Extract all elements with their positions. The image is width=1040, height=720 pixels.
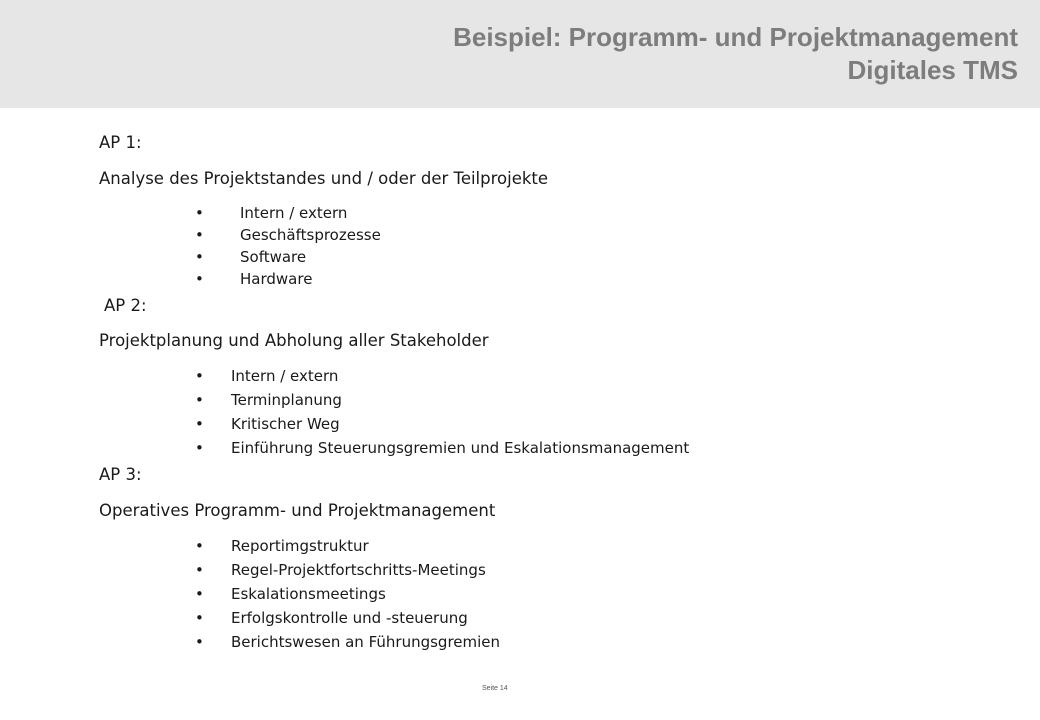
bullet-icon: • <box>195 609 204 627</box>
header-band <box>0 0 1040 108</box>
bullet-icon: • <box>195 633 204 651</box>
section-label-ap3: AP 3: <box>99 465 142 484</box>
bullet-icon: • <box>195 270 204 288</box>
bullet-icon: • <box>195 439 204 457</box>
bullet-icon: • <box>195 415 204 433</box>
bullet-icon: • <box>195 537 204 555</box>
slide-title: Beispiel: Programm- und Projektmanagement <box>453 22 1018 52</box>
slide-subtitle: Digitales TMS <box>847 55 1018 85</box>
bullet-icon: • <box>195 585 204 603</box>
page-number: Seite 14 <box>482 685 508 692</box>
bullet-icon: • <box>195 204 204 222</box>
bullet-icon: • <box>195 391 204 409</box>
section-label-ap2: AP 2: <box>104 296 147 315</box>
section-heading-ap3: Operatives Programm- und Projektmanagement <box>99 501 496 520</box>
bullet-icon: • <box>195 226 204 244</box>
bullet-icon: • <box>195 561 204 579</box>
bullet-icon: • <box>195 367 204 385</box>
section-heading-ap2: Projektplanung und Abholung aller Stakeholder <box>99 331 489 350</box>
section-label-ap1: AP 1: <box>99 133 142 152</box>
section-heading-ap1: Analyse des Projektstandes und / oder der Teilprojekte <box>99 169 549 188</box>
bullet-icon: • <box>195 248 204 266</box>
